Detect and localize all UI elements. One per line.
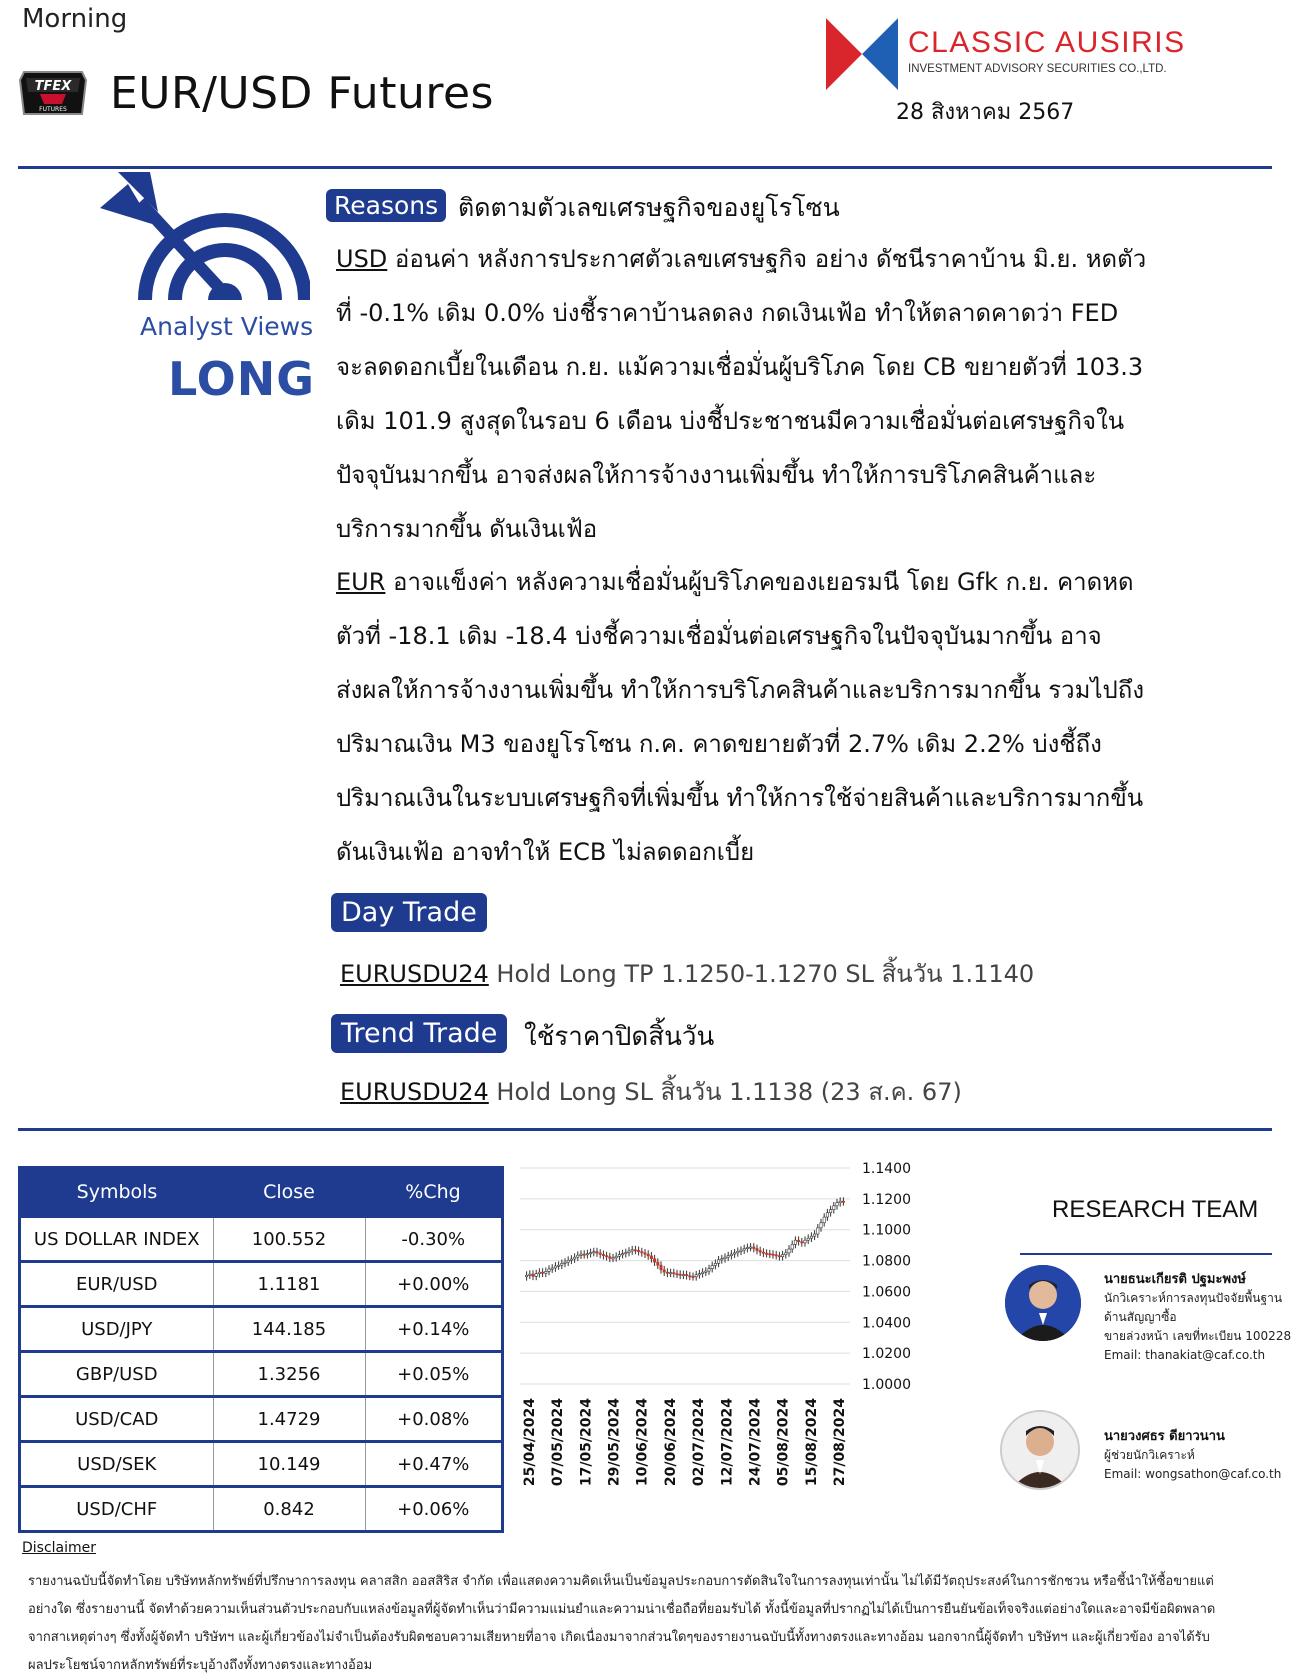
avatar — [1000, 1410, 1080, 1490]
symbol-cell: USD/JPY — [20, 1307, 214, 1352]
candle-body — [609, 1257, 611, 1259]
eur-line — [336, 555, 1216, 609]
candle-body — [682, 1274, 684, 1275]
change-cell: +0.05% — [365, 1352, 503, 1397]
candle-body — [602, 1254, 604, 1255]
candle-body — [612, 1258, 614, 1259]
candle-body — [813, 1234, 815, 1236]
trend-trade-note: ใช้ราคาปิดสิ้นวัน — [524, 1022, 715, 1052]
candle-body — [778, 1256, 780, 1257]
table-row — [20, 1307, 503, 1352]
usd-tag: USD — [336, 245, 388, 273]
avatar — [1005, 1265, 1081, 1341]
candle-body — [545, 1271, 547, 1273]
candle-body — [692, 1276, 694, 1277]
candle-body — [701, 1272, 703, 1274]
table-row — [20, 1352, 503, 1397]
disclaimer-title: Disclaimer — [22, 1540, 97, 1556]
change-cell: +0.14% — [365, 1307, 503, 1352]
candle-body — [666, 1272, 668, 1273]
candle-body — [653, 1259, 655, 1262]
candle-body — [759, 1251, 761, 1253]
x-tick-label: 10/06/2024 — [634, 1398, 651, 1487]
stance-label: LONG — [168, 352, 316, 406]
day-trade-symbol: EURUSDU24 — [340, 960, 489, 988]
candle-body — [743, 1249, 745, 1251]
disclaimer-line: ผลประโยชน์จากหลักทรัพย์ที่ระบุอ้างถึงทั้งทางตรงและทางอ้อม — [28, 1658, 373, 1673]
x-tick-label: 20/06/2024 — [662, 1398, 679, 1487]
candle-body — [820, 1223, 822, 1228]
candle-body — [698, 1274, 700, 1275]
eur-line: ปริมาณเงิน M3 ของยูโรโซน ก.ค. คาดขยายตัวที่ 2.7% เดิม 2.2% บ่งชี้ถึง — [336, 730, 1102, 758]
candle-body — [794, 1240, 796, 1244]
symbol-cell: USD/CAD — [20, 1397, 214, 1442]
candle-body — [644, 1253, 646, 1254]
candle-body — [580, 1254, 582, 1255]
target-arrow-icon — [100, 172, 310, 307]
candle-body — [826, 1213, 828, 1217]
candle-body — [679, 1274, 681, 1275]
candle-body — [573, 1257, 575, 1259]
candle-body — [839, 1201, 841, 1203]
candle-body — [772, 1254, 774, 1255]
researcher-email: Email: wongsathon@caf.co.th — [1104, 1467, 1282, 1481]
candle-body — [836, 1203, 838, 1206]
candle-body — [631, 1250, 633, 1251]
research-divider — [1020, 1253, 1272, 1255]
researcher-role: ผู้ช่วยนักวิเคราะห์ — [1104, 1448, 1195, 1462]
usd-line: จะลดดอกเบี้ยในเดือน ก.ย. แม้ความเชื่อมั่นผู้บริโภค โดย CB ขยายตัวที่ 103.3 — [336, 353, 1144, 381]
section-divider — [18, 1128, 1272, 1131]
candle-body — [829, 1210, 831, 1213]
candle-body — [769, 1254, 771, 1255]
candle-body — [557, 1265, 559, 1266]
x-tick-label: 29/05/2024 — [606, 1398, 623, 1487]
symbol-cell: USD/SEK — [20, 1442, 214, 1487]
symbol-cell: GBP/USD — [20, 1352, 214, 1397]
candle-body — [753, 1247, 755, 1249]
candle-body — [817, 1228, 819, 1234]
candle-body — [711, 1266, 713, 1269]
candle-body — [833, 1206, 835, 1210]
candle-body — [695, 1275, 697, 1277]
researcher-role: ขายล่วงหน้า เลขที่ทะเบียน 100228 — [1104, 1329, 1292, 1343]
y-tick-label: 1.0800 — [862, 1253, 911, 1270]
candle-body — [615, 1256, 617, 1258]
candle-body — [708, 1269, 710, 1271]
candle-body — [807, 1238, 809, 1240]
x-tick-label: 17/05/2024 — [578, 1398, 595, 1487]
candle-body — [762, 1252, 764, 1253]
candle-body — [535, 1274, 537, 1277]
candle-body — [605, 1256, 607, 1257]
candle-body — [733, 1253, 735, 1254]
candle-body — [593, 1252, 595, 1253]
eur-paragraph — [336, 555, 1216, 879]
candle-body — [567, 1260, 569, 1262]
usd-line — [336, 232, 1216, 286]
y-tick-label: 1.0400 — [862, 1315, 911, 1332]
x-tick-label: 15/08/2024 — [803, 1398, 820, 1487]
trend-trade-text: Hold Long SL สิ้นวัน 1.1138 (23 ส.ค. 67) — [488, 1078, 962, 1106]
candle-body — [570, 1259, 572, 1260]
candle-body — [657, 1262, 659, 1265]
eur-line: ตัวที่ -18.1 เดิม -18.4 บ่งชี้ความเชื่อมั่นต่อเศรษฐกิจในปัจจุบันมากขึ้น อาจ — [336, 622, 1102, 650]
usd-line: บริการมากขึ้น ดันเงินเฟ้อ — [336, 515, 598, 543]
candle-body — [842, 1201, 844, 1202]
reasons-badge: Reasons — [326, 189, 446, 222]
candle-body — [791, 1244, 793, 1249]
usd-line-text: อ่อนค่า หลังการประกาศตัวเลขเศรษฐกิจ อย่าง ดัชนีราคาบ้าน มิ.ย. หดตัว — [394, 245, 1147, 273]
candle-body — [532, 1274, 534, 1276]
researcher-card — [1104, 1270, 1300, 1365]
candle-body — [541, 1272, 543, 1273]
close-cell: 100.552 — [213, 1217, 365, 1262]
researcher-card — [1104, 1427, 1281, 1484]
candle-body — [737, 1251, 739, 1253]
candle-body — [564, 1262, 566, 1263]
candle-body — [823, 1217, 825, 1223]
y-tick-label: 1.1400 — [862, 1161, 911, 1177]
candle-body — [525, 1275, 527, 1277]
candle-body — [730, 1254, 732, 1256]
candle-body — [810, 1236, 812, 1238]
trend-trade-badge: Trend Trade — [331, 1014, 507, 1053]
candle-body — [628, 1251, 630, 1253]
eur-line: ส่งผลให้การจ้างงานเพิ่มขึ้น ทำให้การบริโภคสินค้าและบริการมากขึ้น รวมไปถึง — [336, 676, 1145, 704]
y-tick-label: 1.0000 — [862, 1377, 911, 1393]
symbol-cell: USD/CHF — [20, 1487, 214, 1532]
day-trade-badge: Day Trade — [331, 893, 487, 932]
candle-body — [689, 1276, 691, 1277]
candle-body — [724, 1257, 726, 1259]
candle-body — [781, 1255, 783, 1257]
candle-body — [705, 1271, 707, 1272]
candle-body — [721, 1259, 723, 1260]
candle-body — [589, 1253, 591, 1254]
close-cell: 0.842 — [213, 1487, 365, 1532]
change-cell: +0.00% — [365, 1262, 503, 1307]
table-header: Symbols — [20, 1168, 214, 1217]
brand-name: CLASSIC AUSIRIS — [908, 26, 1186, 59]
candle-body — [577, 1255, 579, 1257]
disclaimer-line: รายงานฉบับนี้จัดทำโดย บริษัทหลักทรัพย์ที่ปรึกษาการลงทุน คลาสสิก ออสสิริส จำกัด เพื่อแสดงความคิดเห็นเป็นข้อมูลประกอบการตัดสินใจในการลงทุนเท่านั้น ไม่ได้มีวัตถุประสงค์ในการชักชวน หรือชี้นำให้ซื้อขายแต่ — [28, 1574, 1214, 1589]
y-tick-label: 1.0600 — [862, 1284, 911, 1301]
session-label: Morning — [22, 4, 128, 34]
candle-body — [637, 1250, 639, 1251]
candle-body — [583, 1254, 585, 1255]
candle-body — [647, 1254, 649, 1256]
tfex-logo-sub: FUTURES — [39, 106, 67, 113]
symbol-cell: EUR/USD — [20, 1262, 214, 1307]
candle-body — [625, 1253, 627, 1254]
market-table — [18, 1166, 504, 1533]
trend-trade-symbol: EURUSDU24 — [340, 1078, 489, 1106]
page-title: EUR/USD Futures — [110, 68, 494, 119]
close-cell: 1.4729 — [213, 1397, 365, 1442]
x-tick-label: 24/07/2024 — [747, 1398, 764, 1487]
candle-body — [756, 1249, 758, 1251]
x-tick-label: 12/07/2024 — [719, 1398, 736, 1487]
candle-body — [618, 1255, 620, 1257]
candle-body — [663, 1270, 665, 1272]
x-tick-label: 25/04/2024 — [522, 1398, 538, 1487]
x-tick-label: 27/08/2024 — [832, 1398, 848, 1487]
x-tick-label: 05/08/2024 — [775, 1398, 792, 1487]
eur-line: ดันเงินเฟ้อ อาจทำให้ ECB ไม่ลดดอกเบี้ย — [336, 838, 755, 866]
table-header: %Chg — [365, 1168, 503, 1217]
candle-body — [650, 1256, 652, 1259]
candle-body — [634, 1250, 636, 1251]
candle-body — [586, 1254, 588, 1255]
eur-line: ปริมาณเงินในระบบเศรษฐกิจที่เพิ่มขึ้น ทำให้การใช้จ่ายสินค้าและบริการมากขึ้น — [336, 784, 1144, 812]
candle-body — [548, 1269, 550, 1271]
close-cell: 10.149 — [213, 1442, 365, 1487]
x-tick-label: 02/07/2024 — [691, 1398, 708, 1487]
candle-body — [785, 1253, 787, 1255]
table-row — [20, 1217, 503, 1262]
x-tick-label: 07/05/2024 — [550, 1398, 567, 1487]
candle-body — [685, 1274, 687, 1275]
y-tick-label: 1.1000 — [862, 1222, 911, 1239]
candle-body — [797, 1240, 799, 1242]
candle-body — [596, 1252, 598, 1253]
brand-subtitle: INVESTMENT ADVISORY SECURITIES CO.,LTD. — [908, 63, 1167, 75]
change-cell: +0.08% — [365, 1397, 503, 1442]
change-cell: +0.47% — [365, 1442, 503, 1487]
usd-paragraph — [336, 232, 1216, 556]
eur-tag: EUR — [336, 568, 386, 596]
candle-body — [717, 1260, 719, 1264]
table-row — [20, 1442, 503, 1487]
researcher-email: Email: thanakiat@caf.co.th — [1104, 1348, 1266, 1362]
eur-line-text: อาจแข็งค่า หลังความเชื่อมั่นผู้บริโภคของเยอรมนี โดย Gfk ก.ย. คาดหด — [393, 568, 1134, 596]
candle-body — [621, 1254, 623, 1255]
candle-body — [529, 1274, 531, 1275]
y-tick-label: 1.0200 — [862, 1346, 911, 1363]
usd-line: ที่ -0.1% เดิม 0.0% บ่งชี้ราคาบ้านลดลง กดเงินเฟ้อ ทำให้ตลาดคาดว่า FED — [336, 299, 1119, 327]
reasons-headline: ติดตามตัวเลขเศรษฐกิจของยูโรโซน — [458, 193, 840, 222]
candle-body — [788, 1249, 790, 1253]
candle-body — [775, 1255, 777, 1256]
candle-body — [749, 1247, 751, 1248]
y-tick-label: 1.1200 — [862, 1191, 911, 1208]
tfex-logo — [18, 70, 88, 116]
person-photo-icon — [1002, 1412, 1078, 1488]
person-photo-icon — [1005, 1265, 1081, 1341]
disclaimer-line: จากสาเหตุต่างๆ ซึ่งทั้งผู้จัดทำ บริษัทฯ และผู้เกี่ยวข้องไม่จำเป็นต้องรับผิดชอบความเสียหายที่อาจ เกิดเนื่องมาจากส่วนใดๆของรายงานฉบับนี้ทั้งทางตรงและทางอ้อม นอกจากนี้ผู้จัดทำ บริษัทฯ และผู้เกี่ยวข้อง อาจได้รับ — [28, 1630, 1210, 1645]
candle-body — [669, 1273, 671, 1274]
change-cell: +0.06% — [365, 1487, 503, 1532]
day-trade-text: Hold Long TP 1.1250-1.1270 SL สิ้นวัน 1.1140 — [488, 960, 1035, 988]
researcher-name: นายธนะเกียรติ ปฐมะพงษ์ — [1104, 1272, 1246, 1287]
table-row — [20, 1397, 503, 1442]
table-row — [20, 1262, 503, 1307]
analyst-views-label: Analyst Views — [140, 312, 314, 341]
researcher-role: นักวิเคราะห์การลงทุนปัจจัยพื้นฐานด้านสัญญาซื้อ — [1104, 1291, 1283, 1324]
candle-body — [554, 1266, 556, 1268]
candle-body — [660, 1265, 662, 1270]
symbol-cell: US DOLLAR INDEX — [20, 1217, 214, 1262]
disclaimer-text — [28, 1568, 1268, 1680]
candle-body — [727, 1256, 729, 1258]
header-divider — [18, 166, 1272, 169]
candle-body — [765, 1253, 767, 1254]
candle-body — [714, 1263, 716, 1265]
report-date: 28 สิงหาคม 2567 — [896, 100, 1075, 125]
tfex-logo-text: TFEX — [34, 79, 72, 94]
candle-body — [673, 1273, 675, 1274]
usd-line: เดิม 101.9 สูงสุดในรอบ 6 เดือน บ่งชี้ประชาชนมีความเชื่อมั่นต่อเศรษฐกิจใน — [336, 407, 1125, 435]
day-trade-line — [340, 954, 1034, 993]
change-cell: -0.30% — [365, 1217, 503, 1262]
candle-body — [746, 1247, 748, 1248]
candle-body — [641, 1252, 643, 1253]
disclaimer-line: อย่างใด ซึ่งรายงานนี้ จัดทำด้วยความเห็นส่วนตัวประกอบกับแหล่งข้อมูลที่ผู้จัดทำเห็นว่ามีความแม่นยำและความน่าเชื่อถือที่ยอมรับได้ ทั้งนี้ข้อมูลที่ปรากฏไม่ได้เป็นการยืนยันข้อเท็จจริงแต่อย่างใดและอาจมีข้อผิดพลาด — [28, 1602, 1216, 1617]
close-cell: 144.185 — [213, 1307, 365, 1352]
trend-trade-line — [340, 1072, 962, 1111]
usd-line: ปัจจุบันมากขึ้น อาจส่งผลให้การจ้างงานเพิ่มขึ้น ทำให้การบริโภคสินค้าและ — [336, 461, 1097, 489]
candle-body — [740, 1250, 742, 1251]
candle-body — [804, 1240, 806, 1243]
close-cell: 1.3256 — [213, 1352, 365, 1397]
table-row — [20, 1487, 503, 1532]
candle-body — [561, 1263, 563, 1265]
research-team-title: RESEARCH TEAM — [1052, 1196, 1259, 1223]
candle-body — [676, 1274, 678, 1275]
candle-body — [538, 1272, 540, 1274]
table-header: Close — [213, 1168, 365, 1217]
brand-logo-icon — [826, 18, 898, 90]
close-cell: 1.1181 — [213, 1262, 365, 1307]
researcher-name: นายวงศธร ดียาวนาน — [1104, 1429, 1225, 1444]
candle-body — [801, 1242, 803, 1243]
candle-body — [551, 1268, 553, 1269]
candle-body — [599, 1253, 601, 1254]
price-chart — [520, 1160, 940, 1510]
